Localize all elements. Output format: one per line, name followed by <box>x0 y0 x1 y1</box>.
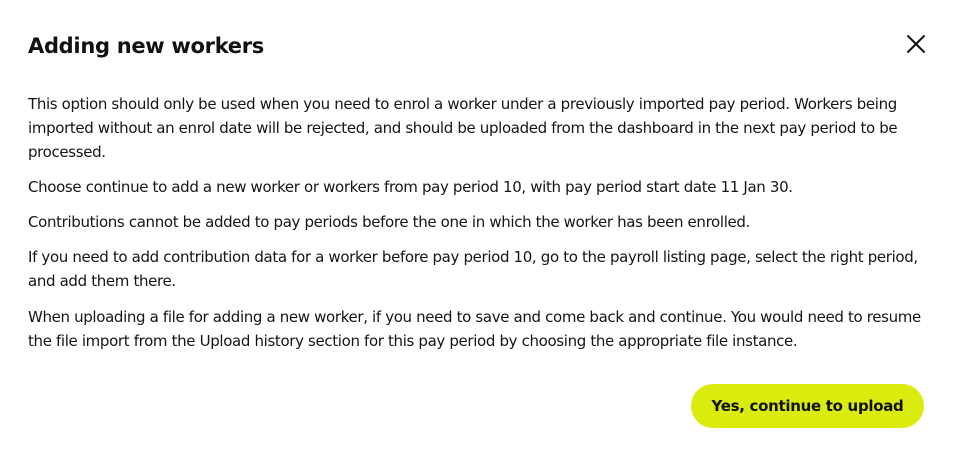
paragraph-enrol-warning: This option should only be used when you need to enrol a worker under a previously imported pay period. Workers being imported without an enrol date will be rejected, and should be uploaded from the dashboard in the next pay period to be processed. <box>28 95 898 161</box>
continue-upload-button[interactable]: Yes, continue to upload <box>691 384 924 428</box>
close-icon <box>902 30 930 58</box>
dialog-title: Adding new workers <box>28 34 264 58</box>
dialog-body <box>28 92 928 353</box>
paragraph-continue-info: Choose continue to add a new worker or workers from pay period 10, with pay period start date 11 Jan 30. <box>28 178 793 196</box>
paragraph-contributions-info: Contributions cannot be added to pay periods before the one in which the worker has been enrolled. <box>28 213 750 231</box>
close-button[interactable] <box>902 30 930 58</box>
paragraph-payroll-listing-info: If you need to add contribution data for a worker before pay period 10, go to the payroll listing page, select the right period, and add them there. <box>28 248 918 290</box>
paragraph-upload-history-info: When uploading a file for adding a new worker, if you need to save and come back and continue. You would need to resume the file import from the Upload history section for this pay period by choosing the appropriate file instance. <box>28 308 921 350</box>
